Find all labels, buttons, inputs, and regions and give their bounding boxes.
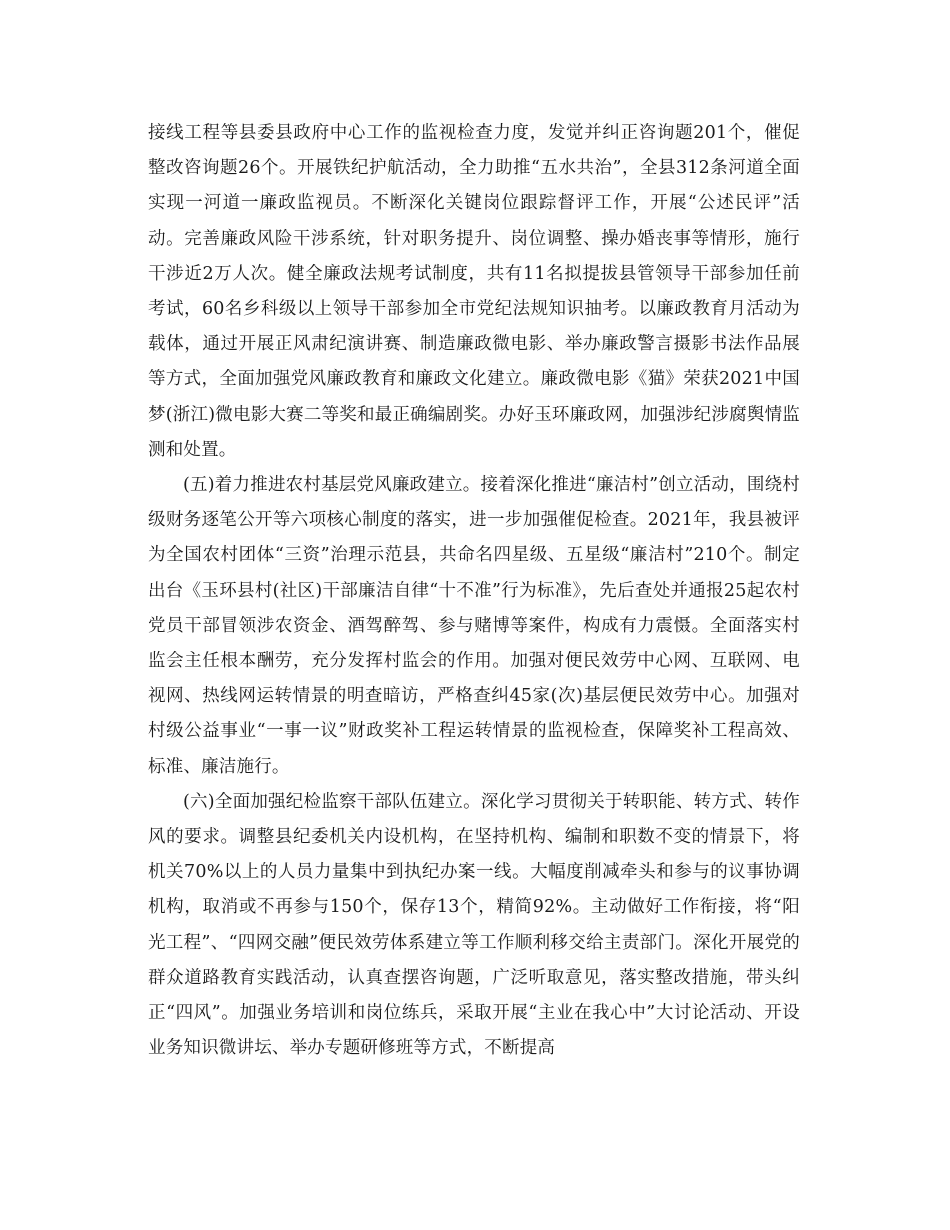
paragraph-3: (六)全面加强纪检监察干部队伍建立。深化学习贯彻关于转职能、转方式、转作风的要求。调整县纪委机关内设机构，在坚持机构、编制和职数不变的情景下，将机关70%以上的人员力量集中到执纪办案一线。大幅度削减牵头和参与的议事协调机构，取消或不再参与150个，保存13个，精简92%。主动做好工作衔接，将“阳光工程”、“四网交融”便民效劳体系建立等工作顺利移交给主责部门。深化开展党的群众道路教育实践活动，认真查摆咨询题，广泛听取意见，落实整改措施，带头纠正“四风”。加强业务培训和岗位练兵，采取开展“主业在我心中”大讨论活动、开设业务知识微讲坛、举办专题研修班等方式，不断提高 <box>148 791 800 1059</box>
document-body <box>148 116 800 1066</box>
paragraph-1: 接线工程等县委县政府中心工作的监视检查力度，发觉并纠正咨询题201个，催促整改咨询题26个。开展铁纪护航活动，全力助推“五水共治”，全县312条河道全面实现一河道一廉政监视员。不断深化关键岗位跟踪督评工作，开展“公述民评”活动。完善廉政风险干涉系统，针对职务提升、岗位调整、操办婚丧事等情形，施行干涉近2万人次。健全廉政法规考试制度，共有11名拟提拔县管领导干部参加任前考试，60名乡科级以上领导干部参加全市党纪法规知识抽考。以廉政教育月活动为载体，通过开展正风肃纪演讲赛、制造廉政微电影、举办廉政警言摄影书法作品展等方式，全面加强党风廉政教育和廉政文化建立。廉政微电影《猫》荣获2021中国梦(浙江)微电影大赛二等奖和最正确编剧奖。办好玉环廉政网，加强涉纪涉腐舆情监测和处置。 <box>148 123 800 460</box>
paragraph-2: (五)着力推进农村基层党风廉政建立。接着深化推进“廉洁村”创立活动，围绕村级财务逐笔公开等六项核心制度的落实，进一步加强催促检查。2021年，我县被评为全国农村团体“三资”治理示范县，共命名四星级、五星级“廉洁村”210个。制定出台《玉环县村(社区)干部廉洁自律“十不准”行为标准》，先后查处并通报25起农村党员干部冒领涉农资金、酒驾醉驾、参与赌博等案件，构成有力震慑。全面落实村监会主任根本酬劳，充分发挥村监会的作用。加强对便民效劳中心网、互联网、电视网、热线网运转情景的明查暗访，严格查纠45家(次)基层便民效劳中心。加强对村级公益事业“一事一议”财政奖补工程运转情景的监视检查，保障奖补工程高效、标准、廉洁施行。 <box>148 475 800 777</box>
